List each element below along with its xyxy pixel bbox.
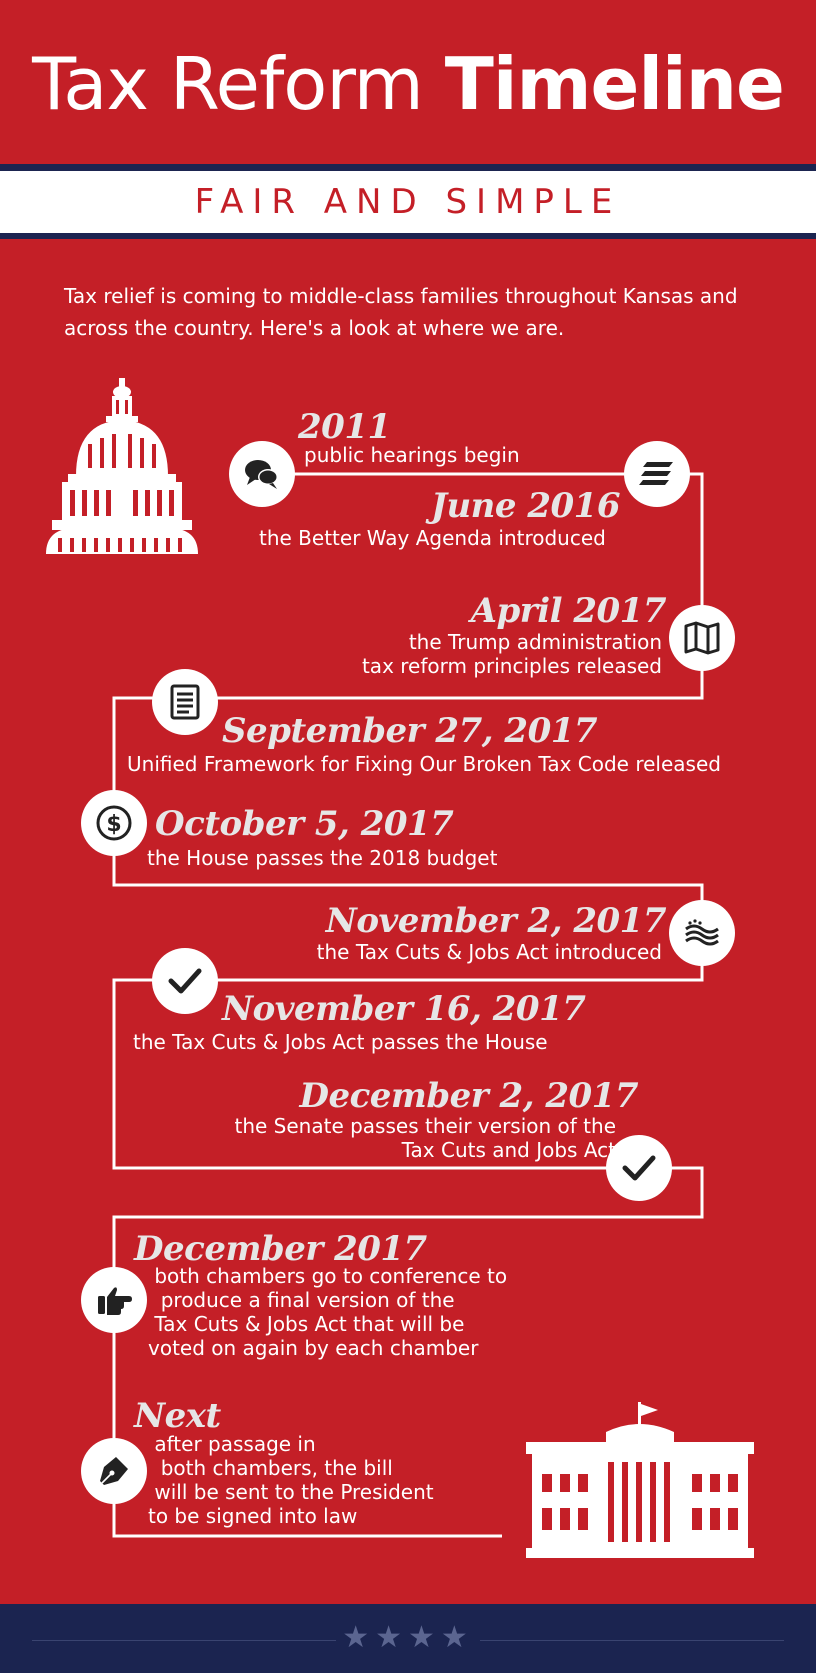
white-house-icon <box>526 1402 754 1558</box>
timeline-date: 2011 <box>298 407 391 447</box>
document-icon <box>152 669 218 735</box>
pointing-hand-icon <box>81 1267 147 1333</box>
timeline-description: after passage in both chambers, the bill will be sent to the President to be signed into law <box>148 1432 434 1528</box>
timeline-description: the Tax Cuts & Jobs Act passes the House <box>133 1030 548 1054</box>
timeline-description: Unified Framework for Fixing Our Broken Tax Code released <box>127 752 721 776</box>
timeline-description: the Tax Cuts & Jobs Act introduced <box>316 940 662 964</box>
timeline-date: June 2016 <box>430 486 620 526</box>
svg-text:$: $ <box>106 812 122 837</box>
timeline-date: September 27, 2017 <box>222 711 598 751</box>
footer-stars <box>0 1620 816 1656</box>
fountain-pen-icon <box>81 1438 147 1504</box>
timeline-date: October 5, 2017 <box>155 804 454 844</box>
timeline-description: the Better Way Agenda introduced <box>259 526 606 550</box>
timeline-date: April 2017 <box>470 591 666 631</box>
intro-text: Tax relief is coming to middle-class families throughout Kansas and across the country. Here's a look at where we are. <box>64 284 738 340</box>
subtitle: FAIR AND SIMPLE <box>194 182 622 222</box>
dollar-coin-icon <box>81 790 147 856</box>
footer <box>0 1604 816 1673</box>
flag-stripes-icon <box>624 441 690 507</box>
timeline-description: public hearings begin <box>304 443 520 467</box>
capitol-dome-icon <box>46 378 198 554</box>
timeline-description: the House passes the 2018 budget <box>147 846 498 870</box>
star-icons: ★★★★ <box>336 1620 480 1655</box>
timeline-date: Next <box>134 1396 221 1436</box>
timeline-description: both chambers go to conference to produce a final version of the Tax Cuts & Jobs Act that will be voted on again by each chamber <box>148 1264 508 1360</box>
timeline-description: the Senate passes their version of the Tax Cuts and Jobs Act <box>234 1114 616 1162</box>
timeline-date: November 2, 2017 <box>325 901 666 941</box>
timeline-description: the Trump administration tax reform principles released <box>361 630 662 678</box>
speech-bubbles-icon <box>229 441 295 507</box>
title-bold: Timeline <box>444 42 784 126</box>
timeline-date: December 2, 2017 <box>299 1076 638 1116</box>
waving-flag-icon <box>669 900 735 966</box>
timeline-date: November 16, 2017 <box>222 989 586 1029</box>
map-icon <box>669 605 735 671</box>
timeline-date: December 2017 <box>134 1229 427 1269</box>
title-light: Tax Reform <box>32 42 445 126</box>
checkmark-icon <box>152 948 218 1014</box>
